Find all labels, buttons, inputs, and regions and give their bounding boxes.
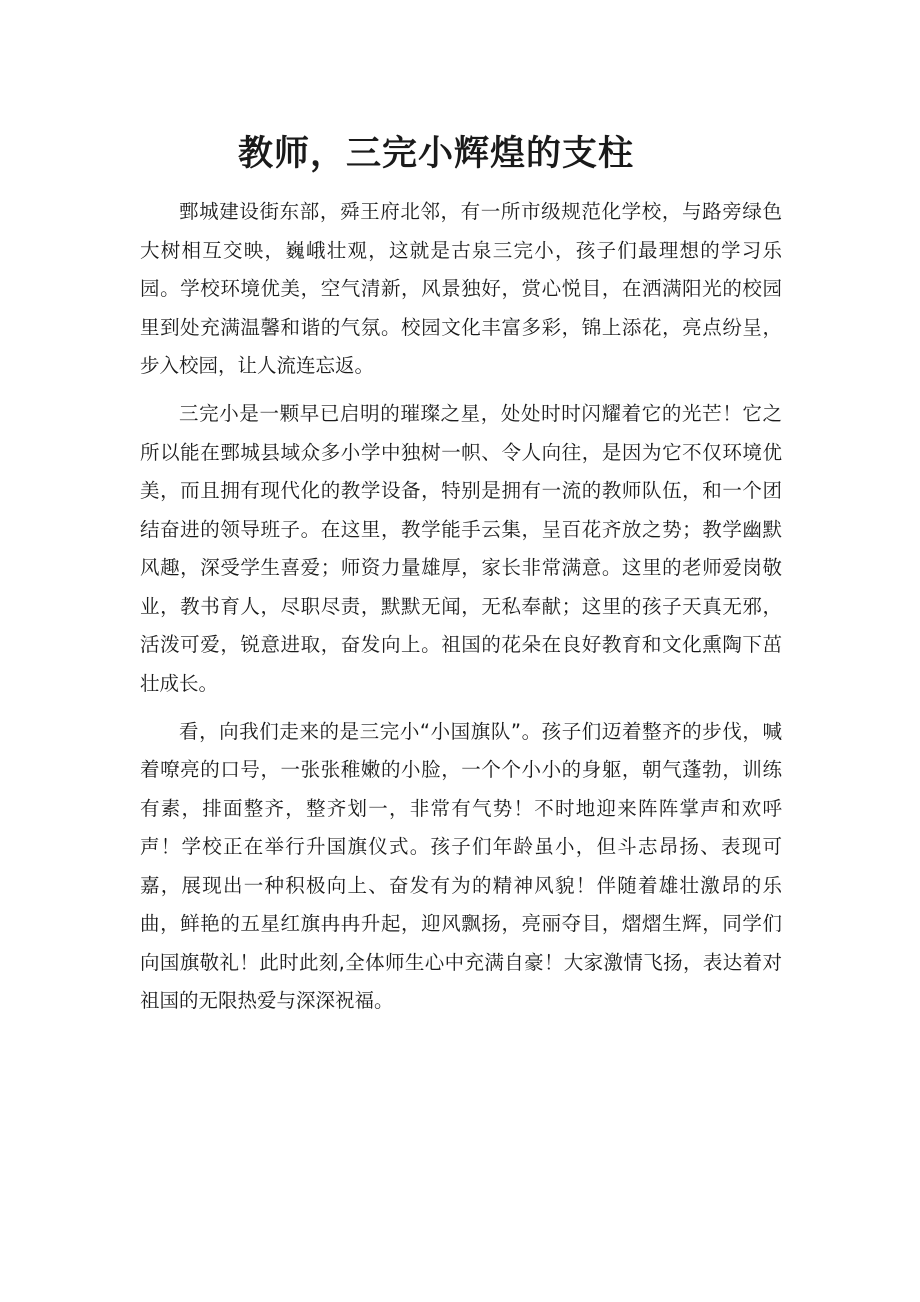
paragraph-1: 鄄城建设街东部，舜王府北邻，有一所市级规范化学校，与路旁绿色大树相互交映，巍峨壮观，这就是古泉三完小，孩子们最理想的学习乐园。学校环境优美，空气清新，风景独好，赏心悦目，在洒满阳光的校园里到处充满温馨和谐的气氛。校园文化丰富多彩，锦上添花，亮点纷呈，步入校园，让人流连忘返。 <box>140 200 782 377</box>
paragraph-2: 三完小是一颗早已启明的璀璨之星，处处时时闪耀着它的光芒！它之所以能在鄄城县域众多小学中独树一帜、令人向往，是因为它不仅环境优美，而且拥有现代化的教学设备，特别是拥有一流的教师队伍，和一个团结奋进的领导班子。在这里，教学能手云集，呈百花齐放之势；教学幽默风趣，深受学生喜爱；师资力量雄厚，家长非常满意。这里的老师爱岗敬业，教书育人，尽职尽责，默默无闻，无私奉献；这里的孩子天真无邪，活泼可爱，锐意进取，奋发向上。祖国的花朵在良好教育和文化熏陶下茁壮成长。 <box>140 402 782 695</box>
paragraph-3: 看，向我们走来的是三完小“小国旗队”。孩子们迈着整齐的步伐，喊着嘹亮的口号，一张张稚嫩的小脸，一个个小小的身躯，朝气蓬勃，训练有素，排面整齐，整齐划一，非常有气势！不时地迎来阵阵掌声和欢呼声！学校正在举行升国旗仪式。孩子们年龄虽小，但斗志昂扬、表现可嘉，展现出一种积极向上、奋发有为的精神风貌！伴随着雄壮激昂的乐曲，鲜艳的五星红旗冉冉升起，迎风飘扬，亮丽夺目，熠熠生辉，同学们向国旗敬礼！此时此刻,全体师生心中充满自豪！大家激情飞扬，表达着对祖国的无限热爱与深深祝福。 <box>140 719 782 1012</box>
page-title: 教师，三完小辉煌的支柱 <box>237 134 634 174</box>
article-body <box>140 193 782 1030</box>
